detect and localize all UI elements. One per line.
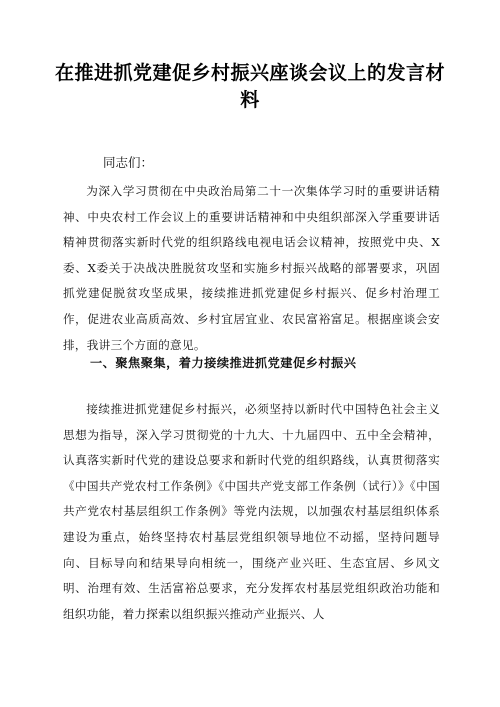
paragraph-section-1: 接续推进抓党建促乡村振兴，必须坚持以新时代中国特色社会主义思想为指导，深入学习贯彻党的十九大、十九届四中、五中全会精神，认真落实新时代党的建设总要求和新时代党的组织路线，认真贯彻落实《中国共产党农村工作条例》《中国共产党支部工作条例（试行）》《中国共产党农村基层组织工作条例》等党内法规，以加强农村基层组织体系建设为重点，始终坚持农村基层党组织领导地位不动摇，坚持问题导向、目标导向和结果导向相统一，围绕产业兴旺、生态宜居、乡风文明、治理有效、生活富裕总要求，充分发挥农村基层党组织政治功能和组织功能，着力探索以组织振兴推动产业振兴、人 [63, 402, 440, 621]
paragraph-intro: 为深入学习贯彻在中央政治局第二十一次集体学习时的重要讲话精神、中央农村工作会议上的重要讲话精神和中央组织部深入学重要讲话精神贯彻落实新时代党的组织路线电视电话会议精神，按照党中央、X委、X委关于决战决胜脱贫攻坚和实施乡村振兴战略的部署要求，巩固抓党建促脱贫攻坚成果，接续推进抓党建促乡村振兴、促乡村治理工作，促进农业高质高效、乡村宜居宜业、农民富裕富足。根据座谈会安排，我讲三个方面的意见。 [63, 184, 440, 352]
salutation: 同志们： [103, 155, 154, 170]
document-title: 在推进抓党建促乡村振兴座谈会议上的发言材料 [54, 62, 445, 111]
section-heading-1: 一、聚焦聚集，着力接续推进抓党建促乡村振兴 [90, 356, 357, 370]
